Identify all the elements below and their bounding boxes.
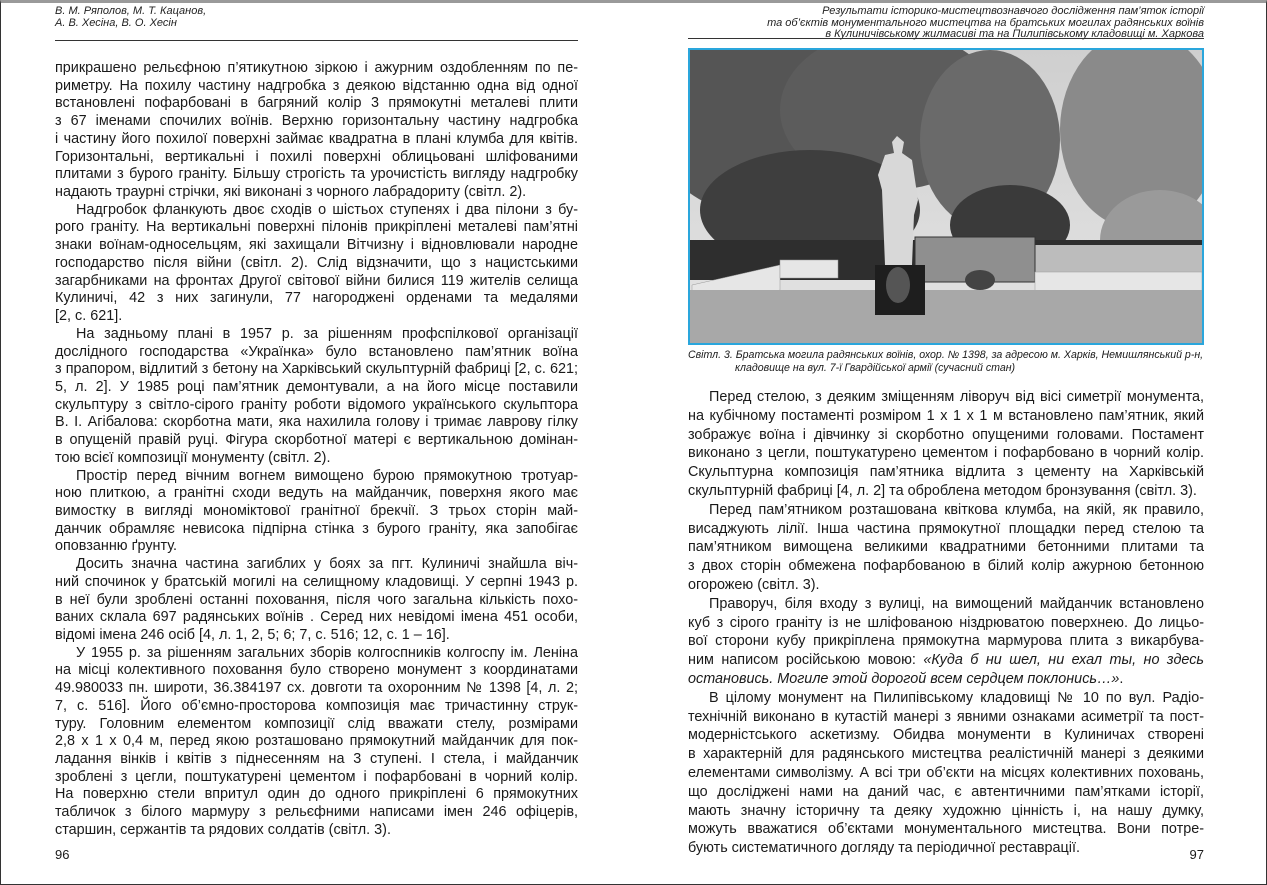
- paragraph: [688, 689, 1204, 858]
- text-line: У 1955 р. за рішенням загальних зборів колгоспників колгоспу ім. Леніна: [76, 644, 578, 661]
- text-line: що досліджені нами на даний час, є автентичними пам’ятками історії,: [688, 783, 1204, 800]
- text-line: рого граніту. На вертикальні поверхні пілонів прикріплені металеві пам’ятні: [55, 219, 578, 236]
- text-line: і частину його похилої поверхні займає квадратна в плані клумба для квітів.: [55, 130, 578, 147]
- quote-text: остановись. Могиле этой дорогой всем сердцем поклонись…»: [688, 670, 1120, 687]
- paragraph: [688, 595, 1204, 689]
- page-number: 96: [55, 847, 70, 862]
- text-line: На поверхню стели впритул один до одного прикріплені 6 прямокутних: [55, 786, 578, 803]
- photo-caption: [688, 349, 1204, 374]
- text-line: ною плиткою, а гранітні сходи ведуть на майданчик, поверхня якого має: [55, 485, 578, 502]
- caption-line: кладовище на вул. 7-ї Гвардійської армії (сучасний стан): [735, 361, 1016, 374]
- text-line: Перед стелою, з деяким зміщенням ліворуч від вісі симетрії монумента,: [709, 389, 1204, 405]
- text-line: старшин, сержантів та рядових солдатів (світл. 3).: [55, 821, 391, 838]
- body-text: [688, 388, 1204, 858]
- text-line: на місці колективного поховання було створено монумент з координатами: [55, 662, 578, 679]
- text-segment: ним написом російською мовою:: [688, 652, 924, 669]
- text-line: встановлені пофарбовані в багряний колір 3 прямокутні металеві плити: [55, 95, 578, 112]
- text-line: риметру. На похилу частину надгробка з деякою відстанню одна від одної: [55, 77, 578, 94]
- text-line: огорожею (світл. 3).: [688, 576, 820, 593]
- text-line: Праворуч, біля входу з вулиці, на вимощений майданчик встановлено: [709, 595, 1204, 612]
- paragraph: [55, 326, 578, 468]
- text-line: Простір перед вічним вогнем вимощено бурою прямокутною тротуар-: [76, 467, 578, 484]
- text-line: Скульптурна композиція пам’ятника відлита з цементу на Харківській: [688, 464, 1204, 481]
- text-line: модерністського аскетизму. Обидва монументи в Кулиничах створені: [688, 727, 1204, 744]
- text-line: [688, 670, 1204, 689]
- text-line: Досить значна частина загиблих у боях за пгт. Кулиничі знайшла віч-: [76, 556, 578, 573]
- text-line: 2,8 х 1 х 0,4 м, перед якою розташовано прямокутний майданчик для пок-: [55, 733, 578, 750]
- text-line: з прапором, відлитий з бетону на Харківський скульптурній фабриці [2, с. 621;: [55, 361, 578, 378]
- text-line: табличок з білого мармуру з рельєфними написами імен 246 офіцерів,: [55, 804, 578, 821]
- paragraph: [55, 60, 578, 202]
- text-line: відомі імена 246 осіб [4, л. 1, 2, 5; 6; 7, с. 516; 12, с. 1 – 16].: [55, 627, 450, 643]
- text-line: ваних склала 697 радянських воїнів . Серед них невідомі імена 451 особи,: [55, 609, 578, 626]
- header-line: А. В. Хесіна, В. О. Хесін: [55, 16, 177, 29]
- text-line: в опущеній правій руці. Фігура скорботної матері є вертикальною домінан-: [55, 432, 578, 449]
- text-line: скульптурній фабриці [4, л. 2] та оброблена методом бронзування (світл. 3).: [688, 482, 1197, 499]
- caption-line: Світл. 3. Братська могила радянських воїнів, охор. № 1398, за адресою м. Харків, Немишлянський р-н,: [688, 349, 1204, 361]
- running-header-authors: [55, 6, 206, 29]
- page-number: 97: [1189, 847, 1204, 862]
- text-line: на кубічному постаменті розміром 1 х 1 х 1 м встановлено пам’ятник, який: [688, 407, 1204, 424]
- paragraph: [55, 556, 578, 645]
- text-line: [2, с. 621].: [55, 308, 123, 325]
- text-line: данчик обрамляє невисока підпірна стінка з бурого граніту, яка запобігає: [55, 520, 578, 537]
- text-line: елементами символізму. А всі три об’єкти на місцях колективних поховань,: [688, 764, 1204, 781]
- header-line: Результати історико-мистецтвознавчого дослідження пам’яток історії: [822, 5, 1204, 17]
- photo-illustration: [690, 50, 1202, 343]
- body-text: [55, 60, 578, 840]
- text-line: Кулиничі, 42 з них загинули, 77 нагороджені орденами та медалями: [55, 290, 578, 307]
- text-line: туру. Головним елементом композиції слід вважати стелу, розмірами: [55, 715, 578, 732]
- paragraph: [688, 388, 1204, 501]
- text-line: з двох сторін обмежена пофарбованою в білий колір ажурною бетонною: [688, 558, 1204, 575]
- text-line: зображує воїна і дівчинку зі скорботно опущеними головами. Постамент: [688, 426, 1204, 443]
- text-line: надають траурні стрічки, які виконані з чорного лабрадориту (світл. 2).: [55, 184, 527, 201]
- text-line: прикрашено рельєфною п’ятикутною зіркою і ажурним оздобленням по пе-: [55, 60, 578, 76]
- text-line: дослідного господарства «Українка» було встановлено пам’ятник воїна: [55, 343, 578, 360]
- text-line: куб з сірого граніту із не шліфованою ніздрюватою поверхнею. До лицьо-: [688, 614, 1204, 631]
- text-line: виконано з цегли, поштукатурено цементом і пофарбовано в чорний колір.: [688, 445, 1204, 462]
- paragraph: [688, 501, 1204, 595]
- text-line: в характерній для радянського мистецтва реалістичній манері з деякими: [688, 746, 1204, 763]
- paragraph: [55, 645, 578, 840]
- text-line: тою всієї композиції монументу (світл. 2).: [55, 449, 331, 466]
- text-line: зроблені з цегли, поштукатурені цементом і пофарбовані в чорний колір.: [55, 768, 578, 785]
- text-line: вої сторони кубу прикріплена прямокутна мармурова плита з викарбува-: [688, 633, 1204, 650]
- header-line: в Кулиничівському жилмасиві та на Пилипівському кладовищі м. Харкова: [825, 28, 1204, 40]
- running-header-title: [688, 6, 1204, 41]
- text-line: 5, л. 2]. У 1985 році пам’ятник демонтували, а на його місце поставили: [55, 378, 578, 395]
- flowerbed: [965, 270, 995, 290]
- text-line: пам’ятником вимощена великими квадратними бетонними плитами та: [688, 539, 1204, 556]
- text-line: висаджують лілії. Інша частина прямокутної площадки перед стелою та: [688, 520, 1204, 537]
- text-line: В цілому монумент на Пилипівському кладовищі № 10 по вул. Радіо-: [709, 689, 1204, 706]
- header-line: та об’єктів монументального мистецтва на братських могилах радянських воїнів: [767, 16, 1204, 29]
- text-line: можуть вважатися об’єктами монументального мистецтва. Вони потре-: [688, 821, 1204, 838]
- text-line: Горизонтальні, вертикальні і похилі поверхні облицьовані шліфованими: [55, 148, 578, 165]
- text-line: В. І. Агібалова: скорботна мати, яка нахилила голову і тримає лаврову гілку: [55, 414, 578, 431]
- text-line: мають значну історичну та деяку художню цінність і, на нашу думку,: [688, 802, 1204, 819]
- text-line: скульптуру з світло-сірого граніту роботи відомого українського скульптора: [55, 396, 578, 413]
- text-line: 49.980033 пн. широти, 36.384197 сх. довготи та охоронним № 1398 [4, л. 2;: [55, 680, 578, 697]
- header-rule: [55, 40, 578, 41]
- header-line: В. М. Ряполов, М. Т. Кацанов,: [55, 5, 207, 17]
- text-line: вимостку в вигляді мономіктової гранітної брекчії. З трьох сторін май-: [55, 502, 578, 519]
- text-line: 7, с. 516]. Його об’ємно-просторова композиція має тричастинну струк-: [55, 697, 578, 714]
- text-line: технічній виконано в кутастій манері з явними ознаками асиметрії та пост-: [688, 708, 1204, 725]
- text-line: [688, 651, 1204, 670]
- header-rule: [688, 38, 1204, 39]
- ground: [690, 290, 1202, 343]
- monument-photo: [688, 48, 1204, 345]
- text-line: бують систематичного догляду та періодичної реставрації.: [688, 840, 1080, 857]
- text-line: плитами з бурого граніту. Більшу строгість та урочистість вигляду надгробку: [55, 166, 578, 183]
- text-line: оповзанню ґрунту.: [55, 538, 177, 555]
- text-line: Перед пам’ятником розташована квіткова клумба, на якій, як правило,: [709, 501, 1204, 518]
- quote-text: «Куда б ни шел, ни ехал ты, но здесь: [923, 652, 1205, 669]
- text-segment: .: [1119, 670, 1124, 687]
- text-line: з 67 іменами спочилих воїнів. Верхню горизонтальну частину надгробка: [55, 113, 578, 130]
- text-line: господарство після війни (світл. 2). Слід відзначити, що з нацистськими: [55, 254, 578, 271]
- text-line: ладання вінків і квітів з піднесенням на 3 ступені. І стела, і майданчик: [55, 751, 578, 768]
- text-line: в неї були зроблені останні поховання, після чого загальна кількість похо-: [55, 591, 578, 608]
- text-line: Надгробок фланкують двоє сходів о шістьох ступенях і два пілони з бу-: [76, 201, 578, 218]
- paragraph: [55, 202, 578, 326]
- paragraph: [55, 468, 578, 557]
- text-line: ний спочинок у братській могилі на селищному кладовищі. У серпні 1943 р.: [55, 573, 578, 590]
- text-line: загарбниками на фронтах Другої світової війни билися 119 жителів селища: [55, 272, 578, 289]
- text-line: знаки воїнам-односельцям, які захищали Вітчизну і відновлювали народне: [55, 237, 578, 254]
- wreath: [886, 267, 910, 303]
- text-line: На задньому плані в 1957 р. за рішенням профспілкової організації: [76, 325, 578, 342]
